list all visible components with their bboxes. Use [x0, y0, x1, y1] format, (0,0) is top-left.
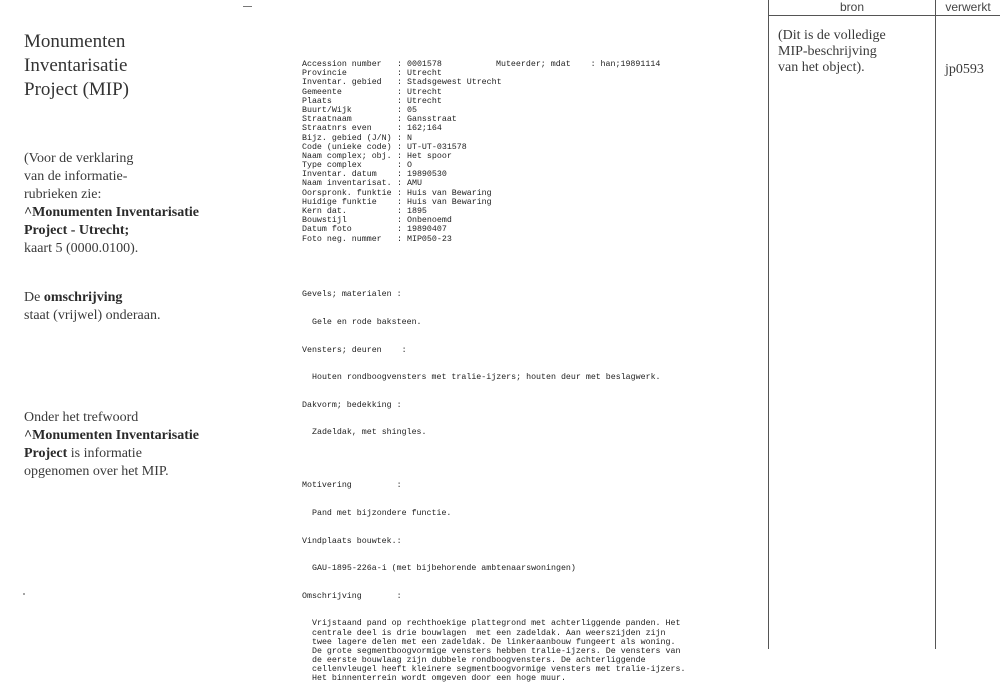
field-value: 0001578: [407, 60, 442, 69]
record-field-row: [302, 207, 502, 216]
field-value: Onbenoemd: [407, 216, 452, 226]
field-value: Gansstraat: [407, 115, 457, 125]
table-divider: [768, 0, 769, 649]
record-description: [302, 272, 685, 693]
scan-mark: [243, 6, 252, 7]
verwerkt-cell: jp0593: [945, 62, 984, 77]
omschrijving-line: De grote segmentboogvormige vensters hebben tralie-ijzers. De vensters van: [312, 646, 681, 656]
field-label: Huidige funktie: [302, 197, 377, 207]
omschrijving-text: [302, 619, 685, 683]
field-value: 162;164: [407, 124, 442, 134]
field-value: 05: [407, 105, 417, 115]
field-separator: :: [397, 151, 402, 161]
field-label: Plaats: [302, 96, 332, 106]
field-label: Bijz. gebied (J/N): [302, 133, 392, 143]
field-value: Huis van Bewaring: [407, 197, 492, 207]
field-separator: :: [397, 87, 402, 97]
field-separator: :: [397, 188, 402, 198]
field-separator: :: [397, 115, 402, 125]
field-value: 19890407: [407, 225, 447, 235]
field-value: Utrecht: [407, 87, 442, 97]
record-field-row: [302, 143, 502, 152]
field-separator: :: [397, 197, 402, 207]
field-label: Bouwstijl: [302, 216, 347, 226]
field-separator: :: [397, 124, 402, 134]
omschrijving-line: Vrijstaand pand op rechthoekige plattegrond met achterliggende panden. Het: [312, 619, 681, 629]
field-value: 19890530: [407, 170, 447, 180]
field-value: Stadsgewest Utrecht: [407, 78, 502, 88]
record-field-row: [302, 124, 502, 133]
table-divider: [935, 0, 936, 649]
card-title-line: Inventarisatie: [24, 55, 128, 76]
reference-link[interactable]: ^Monumenten Inventarisatie: [24, 428, 199, 443]
field-value: Het spoor: [407, 151, 452, 161]
field-label: Type complex: [302, 161, 362, 171]
note-line: (Voor de verklaring: [24, 151, 134, 166]
record-fields: [302, 60, 502, 244]
card-title-line: Project (MIP): [24, 79, 130, 100]
field-separator: :: [397, 60, 402, 69]
bron-line: MIP-beschrijving: [778, 44, 877, 59]
note-keyword: omschrijving: [43, 290, 123, 305]
field-value: N: [407, 133, 412, 143]
field-separator: :: [397, 216, 402, 226]
reference-link[interactable]: Project: [24, 446, 68, 461]
field-separator: :: [397, 78, 402, 88]
column-header-bron: bron: [839, 0, 865, 14]
field-label: Inventar. datum: [302, 170, 377, 180]
vindplaats-value: GAU-1895-226a-i (met bijbehorende ambtenaarswoningen): [312, 564, 576, 574]
description-note: [24, 289, 234, 325]
field-value: AMU: [407, 179, 422, 189]
note-line: staat (vrijwel) onderaan.: [24, 308, 161, 323]
field-separator: :: [397, 105, 402, 115]
motivering-label: Motivering :: [302, 481, 402, 491]
note-line: van de informatie-: [24, 169, 128, 184]
record-field-row: [302, 106, 502, 115]
field-label: Inventar. gebied: [302, 78, 382, 88]
reference-link[interactable]: ^Monumenten Inventarisatie: [24, 205, 199, 220]
field-value: MIP050-23: [407, 234, 452, 244]
record-field-row: [302, 60, 502, 69]
omschrijving-line: Het binnenterrein wordt omgeven door een hoge muur.: [312, 674, 566, 684]
muteerder-field: Muteerder; mdat : han;19891114: [496, 60, 661, 69]
gevels-value: Gele en rode baksteen.: [312, 318, 422, 327]
field-separator: :: [397, 234, 402, 244]
note-line: opgenomen over het MIP.: [24, 464, 169, 479]
field-value: Utrecht: [407, 96, 442, 106]
record-field-row: [302, 152, 502, 161]
column-header-verwerkt: verwerkt: [945, 0, 991, 14]
field-label: Code (unieke code): [302, 142, 392, 152]
record-field-row: [302, 97, 502, 106]
field-label: Straatnrs even: [302, 124, 372, 134]
bron-line: van het object).: [778, 60, 865, 75]
field-value: Utrecht: [407, 69, 442, 79]
field-label: Accession number: [302, 60, 382, 69]
card-title: [24, 30, 129, 102]
vindplaats-label: Vindplaats bouwtek.:: [302, 536, 402, 546]
record-field-row: [302, 216, 502, 225]
dakvorm-label: Dakvorm; bedekking :: [302, 400, 402, 410]
omschrijving-line: centrale deel is drie bouwlagen met een zadeldak. Aan weerszijden zijn: [312, 628, 666, 638]
record-field-row: [302, 179, 502, 188]
field-separator: :: [397, 69, 402, 79]
record-field-row: [302, 88, 502, 97]
note-line: kaart 5 (0000.0100).: [24, 241, 139, 256]
omschrijving-line: cellenvleugel heeft kleinere segmentboogvormige vensters met tralie-ijzers.: [312, 665, 686, 675]
record-field-row: [302, 115, 502, 124]
explanation-note: [24, 150, 224, 258]
keyword-note: [24, 409, 234, 481]
vensters-value: Houten rondboogvensters met tralie-ijzers; houten deur met beslagwerk.: [312, 373, 661, 383]
field-label: Datum foto: [302, 225, 352, 235]
field-separator: :: [397, 170, 402, 180]
motivering-value: Pand met bijzondere functie.: [312, 508, 452, 518]
record-field-row: [302, 189, 502, 198]
field-label: Foto neg. nummer: [302, 234, 382, 244]
field-separator: :: [397, 161, 402, 171]
field-separator: :: [397, 207, 402, 216]
field-separator: :: [397, 142, 402, 152]
field-separator: :: [397, 225, 402, 235]
omschrijving-label: Omschrijving :: [302, 591, 402, 601]
field-value: O: [407, 161, 412, 171]
card-title-line: Monumenten: [24, 31, 126, 52]
record-field-row: [302, 161, 502, 170]
field-label: Gemeente: [302, 87, 342, 97]
note-line: Onder het trefwoord: [24, 410, 139, 425]
record-field-row: [302, 78, 502, 87]
field-separator: :: [397, 133, 402, 143]
field-separator: :: [397, 179, 402, 189]
scan-mark: [23, 593, 25, 595]
vensters-label: Vensters; deuren :: [302, 345, 407, 355]
dakvorm-value: Zadeldak, met shingles.: [312, 428, 427, 438]
omschrijving-line: twee lagere delen met een zadeldak. De linkeraanbouw fungeert als woning.: [312, 637, 676, 647]
field-value: UT-UT-031578: [407, 142, 467, 152]
field-label: Naam inventarisat.: [302, 179, 392, 189]
field-label: Kern dat.: [302, 207, 347, 216]
field-value: 1895: [407, 207, 427, 216]
reference-link[interactable]: Project - Utrecht;: [24, 223, 130, 238]
field-label: Naam complex; obj.: [302, 151, 392, 161]
record-field-row: [302, 198, 502, 207]
note-text: is informatie: [67, 446, 142, 461]
field-separator: :: [397, 96, 402, 106]
note-text: De: [24, 290, 44, 305]
field-label: Straatnaam: [302, 115, 352, 125]
record-field-row: [302, 235, 502, 244]
field-label: Buurt/Wijk: [302, 105, 352, 115]
field-label: Oorspronk. funktie: [302, 188, 392, 198]
omschrijving-line: de eerste bouwlaag zijn dubbele rondboogvensters. De achterliggende: [312, 656, 646, 666]
field-label: Provincie: [302, 69, 347, 79]
note-line: rubrieken zie:: [24, 187, 102, 202]
field-value: Huis van Bewaring: [407, 188, 492, 198]
bron-cell: [778, 28, 928, 76]
gevels-label: Gevels; materialen :: [302, 290, 402, 300]
table-header-rule: [768, 15, 1000, 16]
record-field-row: [302, 134, 502, 143]
record-field-row: [302, 69, 502, 78]
bron-line: (Dit is de volledige: [778, 28, 886, 43]
record-field-row: [302, 225, 502, 234]
